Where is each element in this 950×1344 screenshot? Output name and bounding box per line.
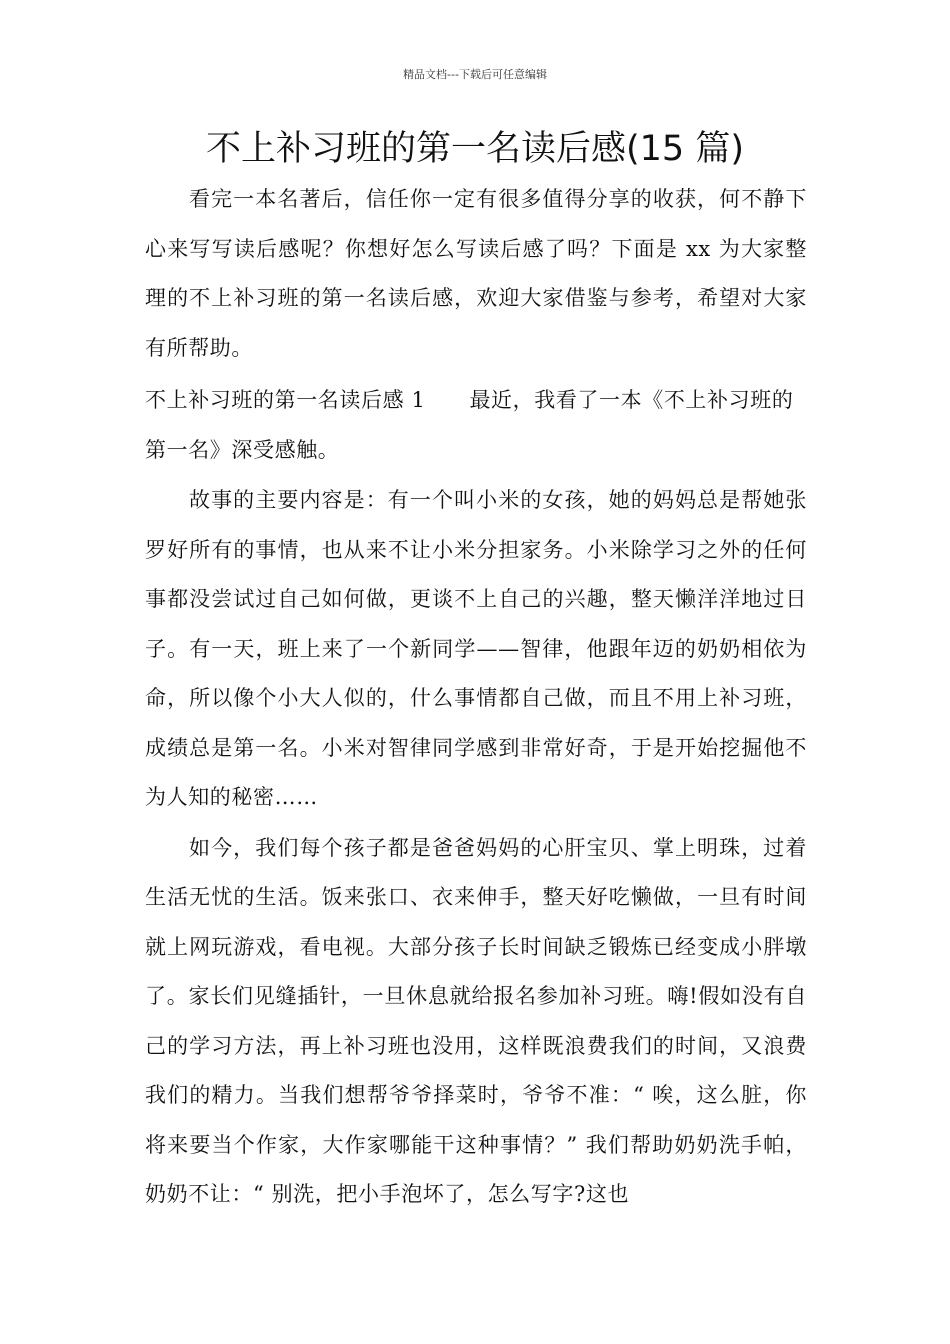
- section-heading: 不上补习班的第一名读后感 1: [145, 388, 426, 412]
- intro-paragraph: 看完一本名著后，信任你一定有很多值得分享的收获，何不静下心来写写读后感呢？你想好怎么写读后感了吗？下面是 xx 为大家整理的不上补习班的第一名读后感，欢迎大家借鉴与参考，希望对大家有所帮助。: [145, 187, 807, 360]
- section-lead-text: 最近，我看了一本《不上补习班的第一名》深受感触。: [145, 388, 794, 462]
- document-body: [145, 175, 807, 1220]
- header-note: 精品文档---下载后可任意编辑: [403, 68, 547, 81]
- body-paragraph: 故事的主要内容是：有一个叫小米的女孩，她的妈妈总是帮她张罗好所有的事情，也从来不让小米分担家务。小米除学习之外的任何事都没尝试过自己如何做，更谈不上自己的兴趣，整天懒洋洋地过日子。有一天，班上来了一个新同学——智律，他跟年迈的奶奶相依为命，所以像个小大人似的，什么事情都自己做，而且不用上补习班，成绩总是第一名。小米对智律同学感到非常好奇，于是开始挖掘他不为人知的秘密……: [145, 488, 807, 809]
- section-heading-paragraph: [145, 376, 807, 475]
- page-title: 不上补习班的第一名读后感(15 篇): [206, 129, 744, 169]
- body-paragraph: 如今，我们每个孩子都是爸爸妈妈的心肝宝贝、掌上明珠，过着生活无忧的生活。饭来张口、衣来伸手，整天好吃懒做，一旦有时间就上网玩游戏，看电视。大部分孩子长时间缺乏锻炼已经变成小胖墩了。家长们见缝插针，一旦休息就给报名参加补习班。嗨!假如没有自己的学习方法，再上补习班也没用，这样既浪费我们的时间，又浪费我们的精力。当我们想帮爷爷择菜时，爷爷不准：“ 唉，这么脏，你将来要当个作家，大作家哪能干这种事情？” 我们帮助奶奶洗手帕，奶奶不让：“ 别洗，把小手泡坏了，怎么写字?这也: [145, 835, 807, 1206]
